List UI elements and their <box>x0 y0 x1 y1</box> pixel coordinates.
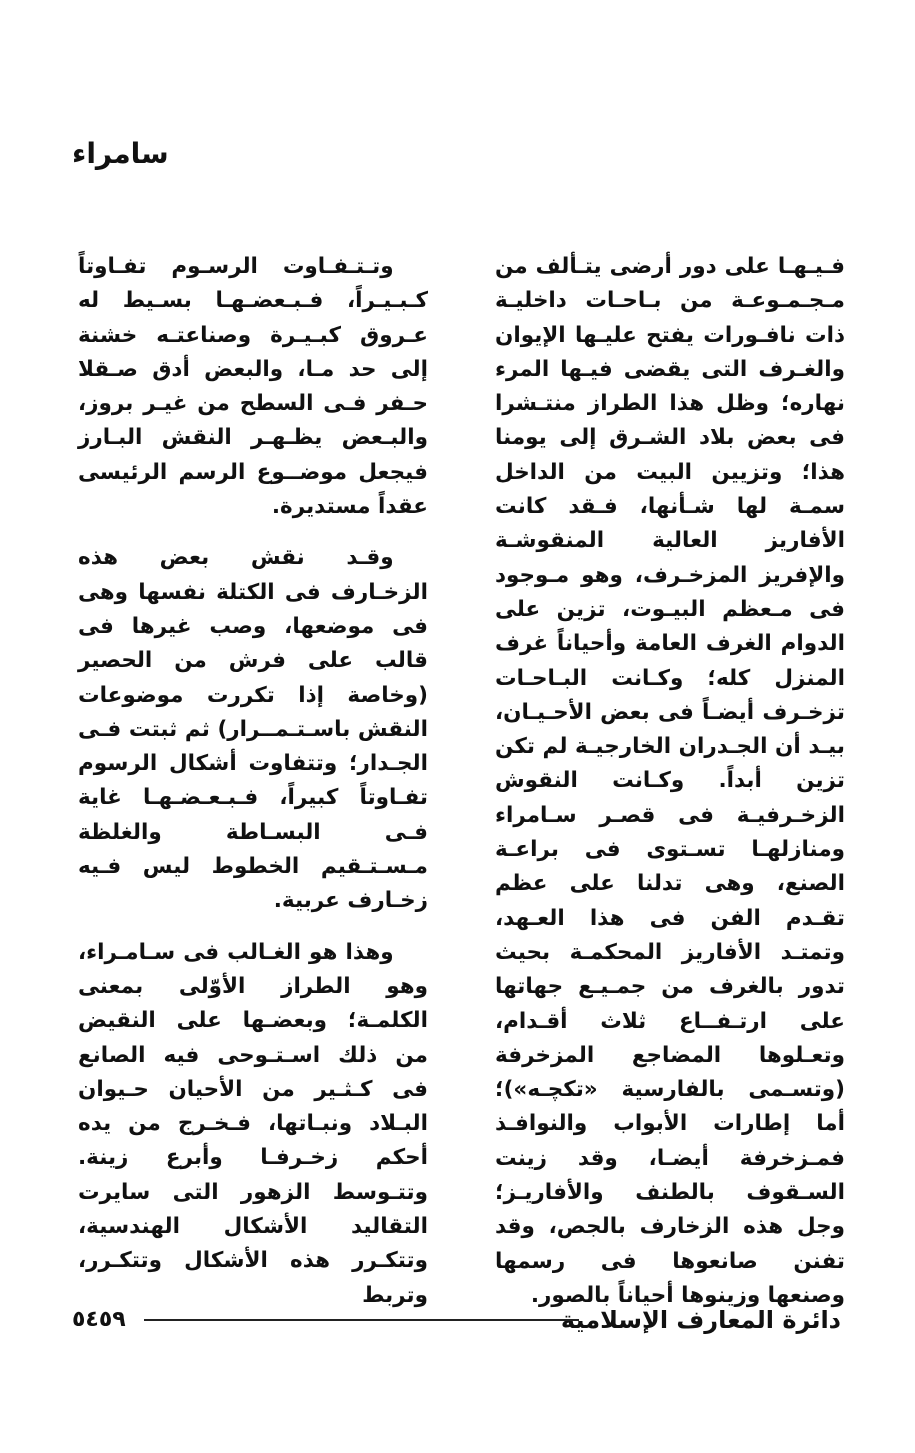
right-text-column <box>495 250 845 1330</box>
left-column-paragraph-2: وقـد نقش بعض هذه الزخـارف فى الكتلة نفسها وهى فى موضعها، وصب غيرها فى قالب على فرش من الحصير (وخاصة إذا تكررت موضوعات النقش باسـتـمــرار) ثم ثبتت فـى الجـدار؛ وتتفاوت أشكال الرسوم تفـاوتاً كبيراً، فـبـعـضـهـا غاية فـى البسـاطة والغلظة مـسـتـقيم الخطوط ليس فـيه زخـارف عربية. <box>78 545 428 914</box>
page-footer <box>72 1300 841 1340</box>
right-column-paragraph-1: فـيـهـا على دور أرضى يتـألف من مـجـمـوعـة من بـاحـات داخليـة ذات نافـورات يفتح عليـها الإيوان والغـرف التى يقضى فيـها المرء نهاره؛ وظل هذا الطراز منتـشرا فى بعض بلاد الشـرق إلى يومنا هذا؛ وتزيين البيت من الداخل سمـة لها شـأنها، فـقد كانت الأفاريز العالية المنقوشـة والإفريز المزخـرف، وهو مـوجود فى مـعظم البيـوت، تزين على الدوام الغرف العامة وأحياناً غرف المنزل كله؛ وكـانت البـاحـات تزخـرف أيضـاً فى بعض الأحـيـان، بيـد أن الجـدران الخارجيـة لم تكن تزين أبداً. وكـانت النقوش الزخـرفيـة فى قصـر سـامراء ومنازلهـا تسـتوى فى براعـة الصنع، وهى تدلنا على عظم تقـدم الفن فى هذا العـهد، وتمتـد الأفاريز المحكمـة بحيث تدور بالغرف من جمـيـع جهاتها على ارتـفــاع ثلاث أقـدام، وتعـلوها المضاجع المزخرفة (وتسـمى بالفارسية «تكچـه»)؛ أما إطارات الأبواب والنوافـذ فمـزخرفة أيضـا، وقد زينت السـقوف بالطنف والأفاريـز؛ وجل هذه الزخارف بالجص، وقد تفنن صانعوها فى رسمها وصنعها وزينوها أحياناً بالصور. <box>495 254 845 1308</box>
footer-divider-rule <box>144 1319 579 1321</box>
left-text-column <box>78 250 428 1330</box>
footer-publication-title: دائرة المعارف الإسلامية <box>560 1306 841 1334</box>
footer-page-number: ٥٤٥٩ <box>72 1307 126 1332</box>
running-head-title: سامراء <box>72 137 169 170</box>
left-column-paragraph-3: وهذا هو الغـالب فى سـامـراء، وهو الطراز الأوّلى بمعنى الكلمـة؛ وبعضـها على النقيض من ذلك اسـتـوحى فيه الصانع فى كـثـير من الأحيان حـيوان البـلاد ونبـاتها، فـخـرج من يده أحكم زخـرفـا وأبرع زينة. وتتـوسط الزهور التى سايرت التقاليد الأشكال الهندسية، وتتكـرر هذه الأشكال وتتكـرر، وتربط <box>78 939 428 1308</box>
left-column-paragraph-1: وتـتـفـاوت الرسـوم تفـاوتاً كـبـيـراً، فـبـعضـهـا بسـيط له عـروق كبـيـرة وصناعتـه خشنة إلى حد مـا، والبعض أدق صـقلا حـفر فـى السطح من غيـر بروز، والبـعض يظـهـر النقش البـارز فيجعل موضــوع الرسم الرئيسى عقداً مستديرة. <box>78 254 428 520</box>
